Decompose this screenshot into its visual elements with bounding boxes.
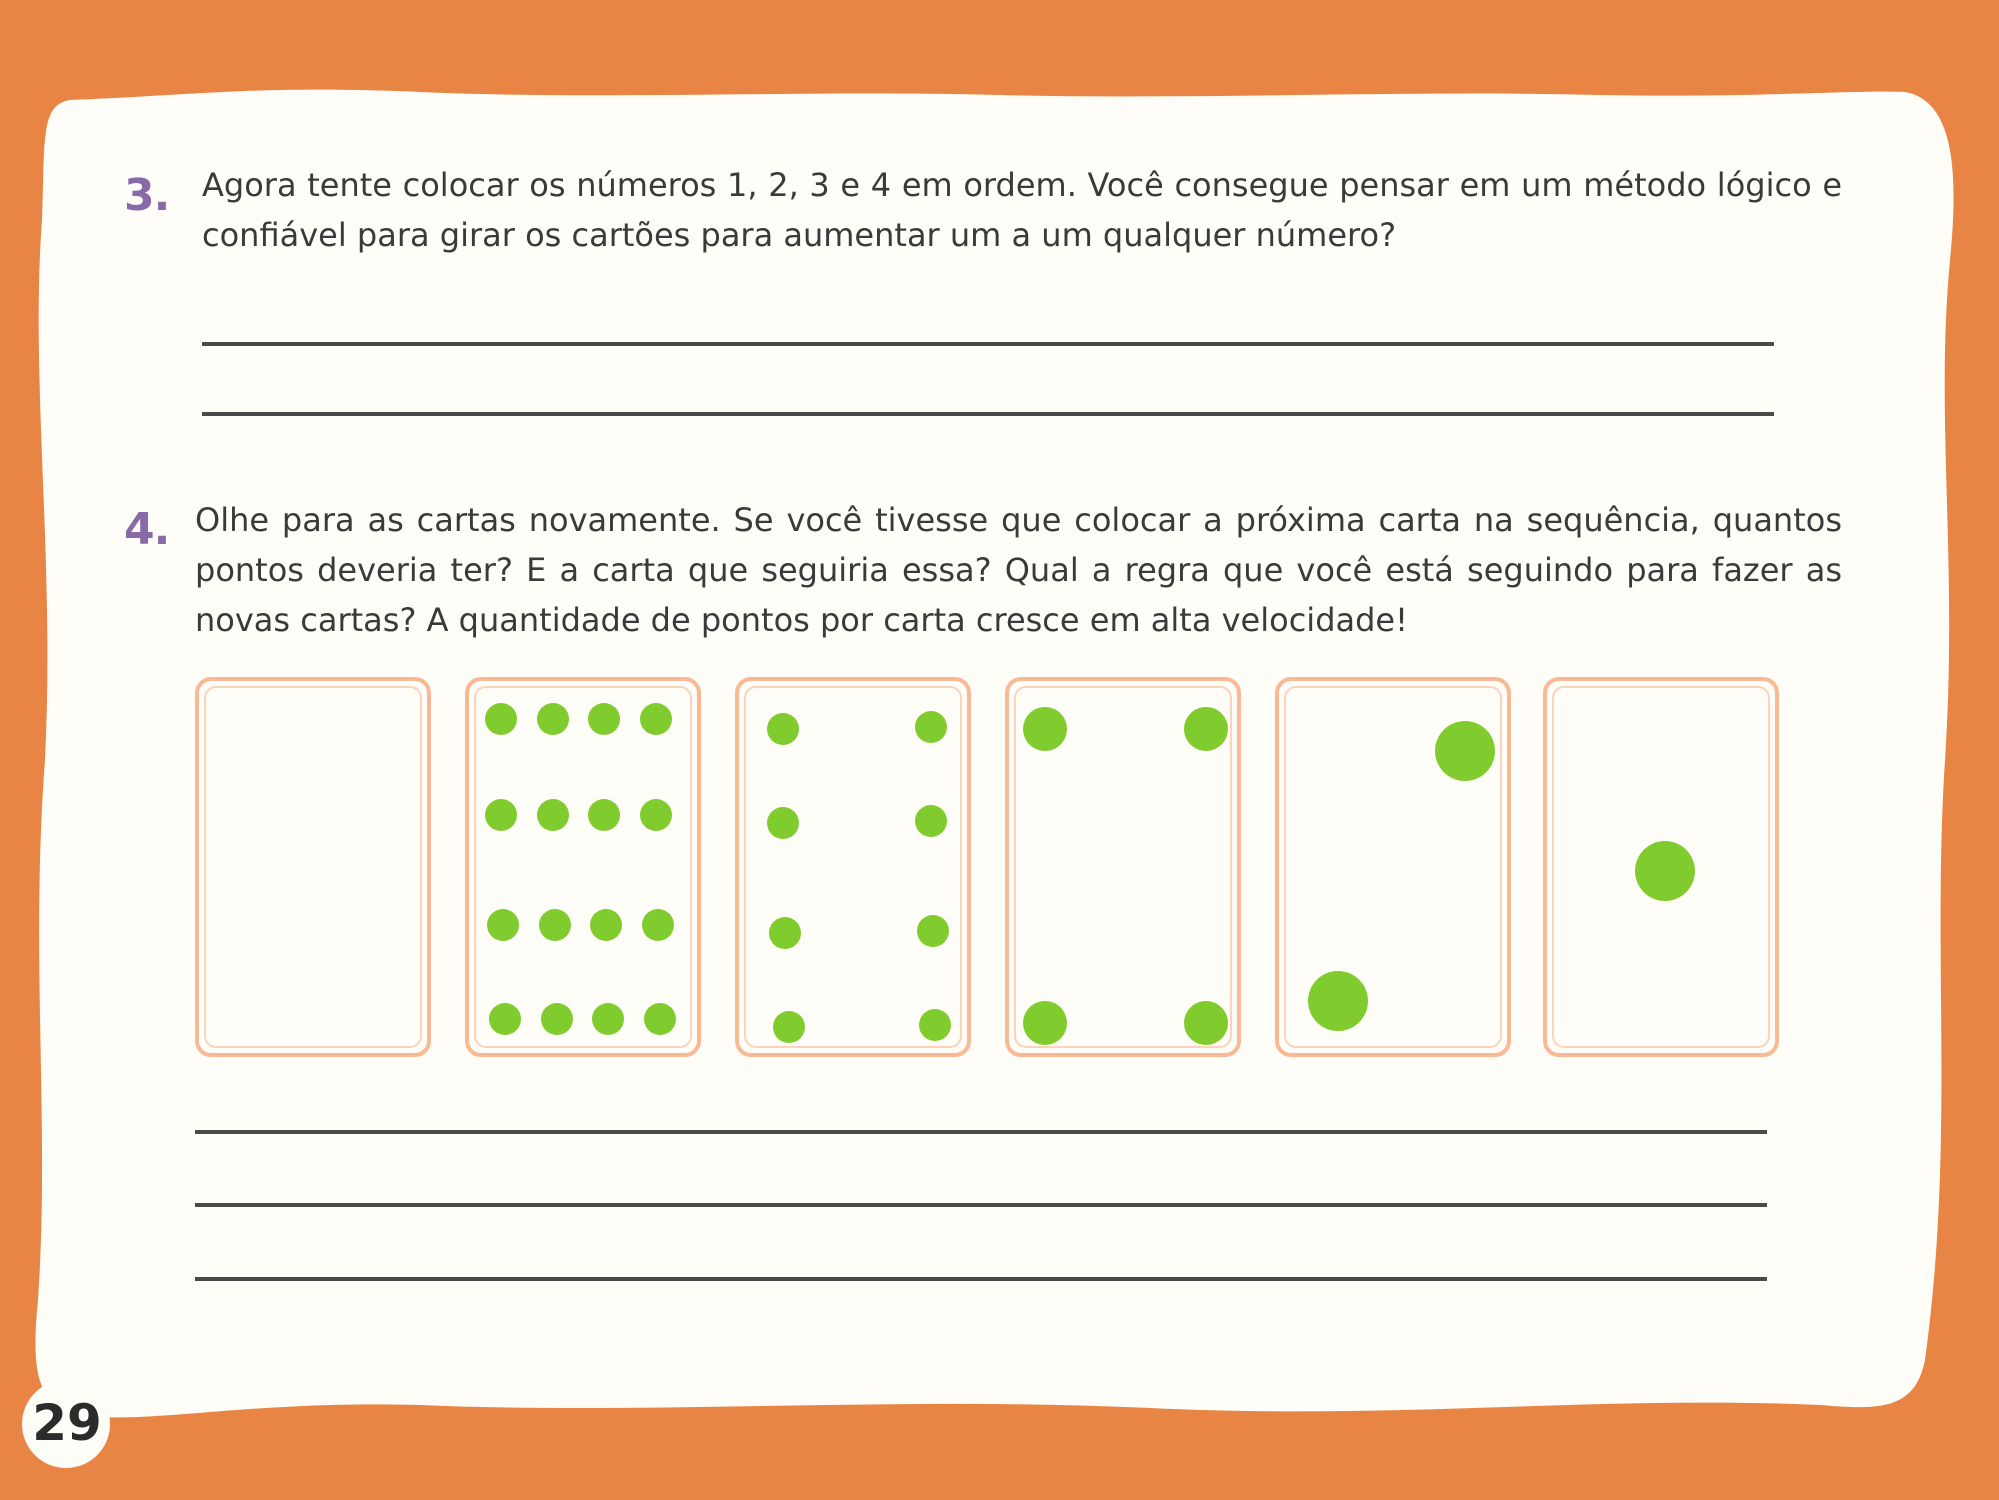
dot	[485, 703, 517, 735]
dot	[1635, 841, 1695, 901]
dot	[915, 711, 947, 743]
dot	[642, 909, 674, 941]
card-empty	[195, 677, 431, 1057]
dot	[1184, 707, 1228, 751]
dot	[537, 703, 569, 735]
dot	[915, 805, 947, 837]
dot	[489, 1003, 521, 1035]
dot	[1308, 971, 1368, 1031]
dot	[1184, 1001, 1228, 1045]
question-4-number: 4.	[124, 504, 170, 555]
question-4-text: Olhe para as cartas novamente. Se você tivesse que colocar a próxima carta na sequência, quantos pontos deveria ter? E a carta que seguiria essa? Qual a regra que você está seguindo para fazer as novas cartas? A quantidade de pontos por carta cresce em alta velocidade!	[195, 501, 1842, 639]
dot	[640, 799, 672, 831]
dot	[588, 799, 620, 831]
card-8-dots	[735, 677, 971, 1057]
answer-line[interactable]	[195, 1277, 1767, 1281]
dot	[1435, 721, 1495, 781]
dot	[773, 1011, 805, 1043]
card-4-dots	[1005, 677, 1241, 1057]
card-1-dot	[1543, 677, 1779, 1057]
dot	[767, 807, 799, 839]
dot	[1023, 1001, 1067, 1045]
dot	[487, 909, 519, 941]
dot	[644, 1003, 676, 1035]
dot	[541, 1003, 573, 1035]
page-number: 29	[32, 1394, 102, 1452]
answer-line[interactable]	[195, 1203, 1767, 1207]
card-inner-border	[204, 686, 422, 1048]
card-inner-border	[474, 686, 692, 1048]
question-3-number: 3.	[124, 170, 170, 221]
dot	[590, 909, 622, 941]
dot	[592, 1003, 624, 1035]
dot	[919, 1009, 951, 1041]
dot	[640, 703, 672, 735]
answer-line[interactable]	[195, 1130, 1767, 1134]
dot	[917, 915, 949, 947]
card-16-dots	[465, 677, 701, 1057]
dot	[767, 713, 799, 745]
question-3-text: Agora tente colocar os números 1, 2, 3 e 4 em ordem. Você consegue pensar em um método lógico e confiável para girar os cartões para aumentar um a um qualquer número?	[202, 166, 1842, 254]
answer-line[interactable]	[202, 412, 1774, 416]
card-2-dots	[1275, 677, 1511, 1057]
dot	[769, 917, 801, 949]
dot	[537, 799, 569, 831]
answer-line[interactable]	[202, 342, 1774, 346]
dot	[1023, 707, 1067, 751]
dot	[485, 799, 517, 831]
page-number-badge	[22, 1380, 110, 1468]
dot	[539, 909, 571, 941]
dot	[588, 703, 620, 735]
